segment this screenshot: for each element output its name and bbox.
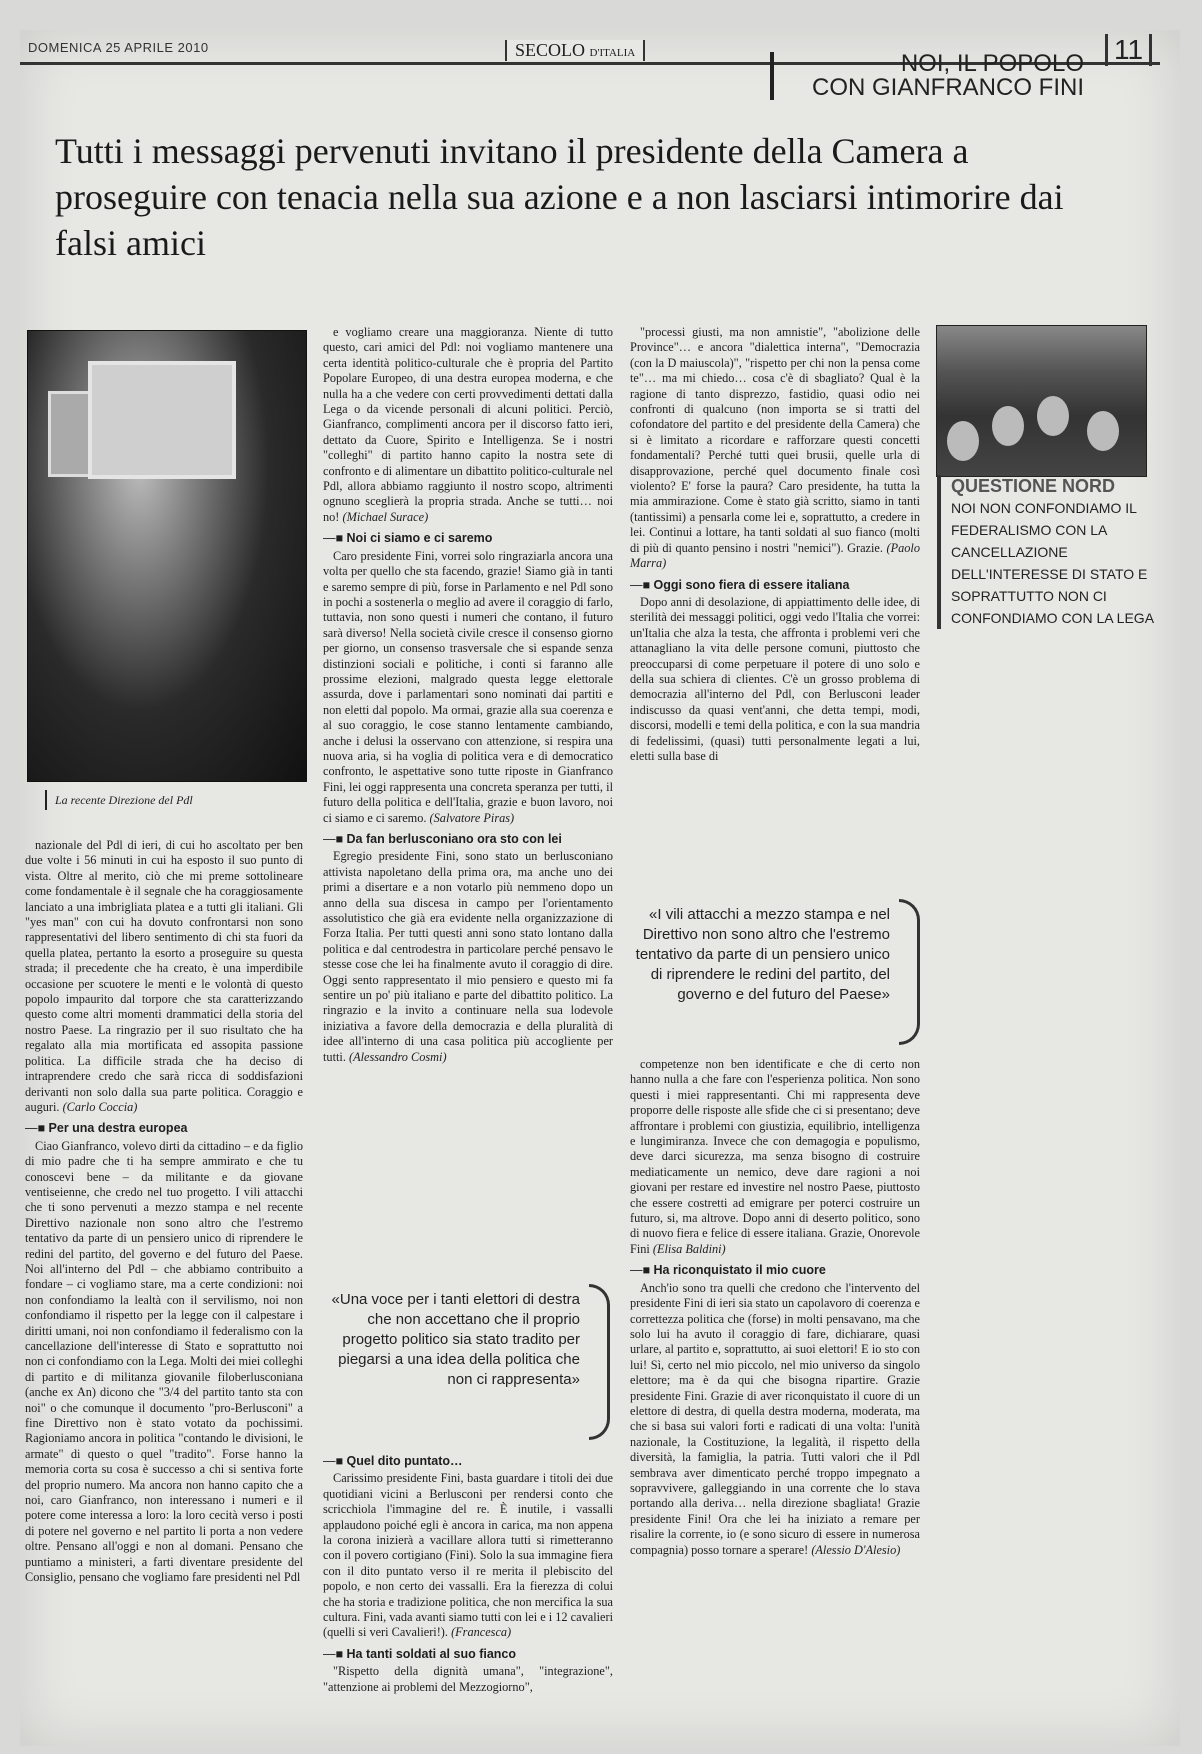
letter-text: "Rispetto della dignità umana", "integrazione", "attenzione ai problemi del Mezzogiorno", <box>323 1664 613 1694</box>
quote-bracket <box>589 1284 610 1440</box>
photo-figure <box>1037 396 1069 436</box>
letter-heading: —■ Quel dito puntato… <box>323 1454 613 1469</box>
letter-text: Dopo anni di desolazione, di appiattimento delle idee, di sterilità dei messaggi politici, oggi vedo l'Italia che vorrei: un'Italia che alza la testa, che affronta i problemi veri che attanagliano la vita delle persone comuni, piuttosto che preoccuparsi di come perpetuare il potere di uno solo e della sua schiera di clientes. C'è un grosso problema di democrazia all'interno del Pdl, con Berlusconi leader indiscusso da quasi vent'anni, che detta tempi, modi, discorsi, modelli e temi della politica, e con la sua mandria di fedelissimi, (quasi) tutti personalmente legati a lui, eletti sulla base di <box>630 594 920 763</box>
newspaper-name <box>505 40 645 61</box>
letter-heading: —■ Da fan berlusconiano ora sto con lei <box>323 832 613 847</box>
letter-signature: (Elisa Baldini) <box>652 1241 726 1256</box>
column-2-bottom <box>323 1448 613 1695</box>
letter-heading: —■ Ha riconquistato il mio cuore <box>630 1263 920 1278</box>
letter-signature: (Carlo Coccia) <box>62 1099 138 1114</box>
letter-text: e vogliamo creare una maggioranza. Niente di tutto questo, cari amici del Pdl: noi vogliamo mantenere una certa identità politico-culturale che è propria del Partito Popolare Europeo, di una destra europea moderna, e che nulla ha a che vedere con certi provvedimenti dettati dalla Lega o da vicende personali di alcuni politici. Perciò, Gianfranco, complimenti ancora per il discorso fatto ieri, dettato da Cuore, Spirito e Intelligenza. Se i nostri "colleghi" di partito hanno capito la nostra sete di confronto e di alimentare un dibattito politico-culturale nel Pdl, allora abbiamo raggiunto il nostro scopo, altrimenti ognuno sceglierà la propria strada. Anche se tutti… noi no! (Michael Surace) <box>323 325 613 524</box>
sidebar-kicker: QUESTIONE NORD <box>951 476 1116 496</box>
letter-text: Carissimo presidente Fini, basta guardare i titoli dei due quotidiani vicini a Berlusconi per rendersi conto che scricchiola l'immagine del re. È inutile, i vassalli applaudono poiché egli è ancora in carica, ma non appena la corona inizierà a vacillare allora tutti si rimetteranno con il povero cortigiano (Fini). Solo la sua immagine fiera con il dito puntato verso il re merita il plebiscito del popolo, e non certo dei vassalli. Era la fierezza di colui che ha storia e tradizione politica, che non mercifica la sua cultura. Fini, vada avanti siamo tutti con lei e i 12 cavalieri (quelli si veri Cavalieri!). (Francesca) <box>323 1471 613 1640</box>
letter-text: Anch'io sono tra quelli che credono che l'intervento del presidente Fini di ieri sia stato un capolavoro di coerenza e correttezza politica che (forse) in molti pensavano, ma che solo lui ha avuto il coraggio di fare, dichiarare, quasi urlare, al partito e, soprattutto, ai suoi elettori! E io sto con lui! Sì, certo nel mio piccolo, nel mio universo da singolo elettore; ma è da qui che bisogna ripartire. Grazie presidente Fini. Grazie di aver riconquistato il cuore di un elettore di destra, di quella destra moderna, moderata, ma che si basa sui valori forti e radicati di una volta: l'unità nazionale, la Costituzione, la legalità, il rispetto della diversità, la famiglia, la patria. Tutti valori che il Pdl sembrava aver dimenticato perché troppo impegnato a sopravvivere, galleggiando in una corrente che lo stava portando alla deriva… nella direzione sbagliata! Grazie presidente Fini! Ora che lei ha iniziato a remare per risalire la corrente, io (e sono sicuro di essere in numerosa compagnia) posso tornare a sperare! (Alessio D'Alesio) <box>630 1280 920 1557</box>
column-3-top <box>630 325 920 764</box>
letter-heading: —■ Ha tanti soldati al suo fianco <box>323 1647 613 1662</box>
crowd-photo <box>936 325 1147 477</box>
letter-signature: (Paolo Marra) <box>630 540 920 571</box>
letter-text: Caro presidente Fini, vorrei solo ringraziarla ancora una volta per quello che sta facendo, grazie! Siamo già in tanti e saremo sempre di più, forse in Parlamento e nel Pdl sono in pochi a sostenerla o meglio ad avere il coraggio di farlo, tuttavia, non sono questi i numeri che contano, il futuro sarà diverso! Nella società civile cresce il consenso giorno per giorno, un consenso trasversale che si espande senza distinzioni sociali e politiche, i conti si faranno alle prossime elezioni, malgrado questa legge elettorale assurda, dove i parlamentari sono nominati dai partiti e non eletti dal popolo. Ma ormai, grazie alla sua coerenza e al suo coraggio, le cose stanno lentamente cambiando, anche i delusi la osservano con attenzione, si respira una nuova aria, si ha voglia di politica vera e di democratico confronto, le aspettative sono tutte riposte in Gianfranco Fini, lei oggi rappresenta una concreta speranza per tutti, il futuro della politica e dell'Italia, grazie e buon lavoro, noi ci siamo e ci saremo. (Salvatore Piras) <box>323 548 613 825</box>
photo-figure <box>1087 411 1119 451</box>
letter-signature: (Alessandro Cosmi) <box>348 1049 447 1064</box>
letter-text: Ciao Gianfranco, volevo dirti da cittadino – e da figlio di mio padre che ti ha sempre ammirato e che tu conoscevi bene – da militante e da giovane ventiseienne, che credo nel tuo progetto. I vili attacchi che ti sono pervenuti a mezzo stampa e nel recente Direttivo nazionale non sono altro che l'estremo tentativo da parte di un pensiero unico di riprendere le redini del partito, del governo e del futuro del Paese. Noi all'interno del Pdl – che abbiamo contribuito a fondare – ci vogliamo stare, ma a certe condizioni: noi non confondiamo la lealtà con il servilismo, noi non confondiamo il rispetto per la legge con il calpestare i diritti umani, noi non confondiamo il federalismo con la cancellazione dell'interesse di Stato e soprattutto noi non ci confondiamo con la Lega. Molti dei miei colleghi di partito e di militanza giovanile filoberlusconiana (anche ex An) dicono che "3/4 del partito tanto sta con noi" o che comunque il documento "pro-Berlusconi" a fine Direttivo non è stato votato da pochissimi. Ragioniamo ancora in politica "contando le divisioni, le armate" di questo o quel "tradito". Forse hanno la memoria corta su cosa è successo a chi si sentiva forte del proprio numero. Ma ancora non hanno capito che a noi, caro Gianfranco, non interessano i numeri e il potere come interessa a loro: la loro cecità verso i posti di potere nel governo e nel partito li porta a non vedere oltre. Pensano all'oggi e non al domani. Pensano che puntiamo a ministeri, a farti diventare presidente del Consiglio, pensano che vogliamo fare presidenti nel Pdl <box>25 1138 303 1585</box>
pull-quote-2: «Una voce per i tanti elettori di destra che non accettano che il proprio progetto politico sia stato tradito per piegarsi a una idea della politica che non ci rappresenta» <box>330 1290 580 1390</box>
photo-main-screen <box>88 361 236 479</box>
sidebar-box <box>937 475 1161 629</box>
conference-photo <box>27 330 307 782</box>
letter-signature: (Francesca) <box>451 1625 512 1640</box>
letter-heading: —■ Oggi sono fiera di essere italiana <box>630 578 920 593</box>
letter-signature: (Salvatore Piras) <box>429 810 515 825</box>
section-title <box>770 52 1084 100</box>
letter-signature: (Alessio D'Alesio) <box>811 1542 901 1557</box>
photo-caption: La recente Direzione del Pdl <box>45 790 193 810</box>
column-3-bottom <box>630 1057 920 1558</box>
newspaper-name-main: SECOLO <box>515 40 586 60</box>
photo-figure <box>947 421 979 461</box>
letter-text: nazionale del Pdl di ieri, di cui ho ascoltato per ben due volte i 56 minuti in cui ha esposto il suo punto di vista. Oltre al merito, ciò che mi preme sottolineare come fondamentale è il segnale che ha coraggiosamente lanciato a una imbrigliata platea e a tutti gli italiani. Gli "yes man" con cui ha dovuto confrontarsi non sono rappresentativi del libero sentimento di chi sta fuori da quella platea, pertanto la esorto a proseguire su questa strada; il precedente che ha creato, è una imperdibile occasione per scuotere le menti e le volontà di questo popolo impaurito dal torpore che sta caratterizzando questo come altri momenti drammatici della storia del nostro Paese. La ringrazio per il suo risultato che ha regalato alla mia mortificata ed assopita passione politica. La difficile strada che ha deciso di intraprendere credo che sarà ricca di soddisfazioni derivanti non solo dalla sua parte politica. Coraggio e auguri. (Carlo Coccia) <box>25 838 303 1114</box>
photo-figure <box>992 406 1024 446</box>
column-2-top <box>323 325 613 1065</box>
sidebar-text: NOI NON CONFONDIAMO IL FEDERALISMO CON LA CANCELLAZIONE DELL'INTERESSE DI STATO E SOPRATTUTTO NON CI CONFONDIAMO CON LA LEGA <box>951 500 1155 626</box>
letter-heading: —■ Per una destra europea <box>25 1121 303 1136</box>
quote-bracket <box>899 899 920 1045</box>
column-1 <box>25 838 303 1586</box>
headline: Tutti i messaggi pervenuti invitano il presidente della Camera a proseguire con tenacia nella sua azione e a non lasciarsi intimorire dai falsi amici <box>55 131 1064 263</box>
letter-text: Egregio presidente Fini, sono stato un berlusconiano attivista napoletano della prima ora, ma anche uno dei primi a disertare e a non votarlo più nemmeno dopo un anno della sua discesa in campo per l'orientamento assolutistico che già era evidente nella organizzazione di Forza Italia. Per tutti questi anni sono stato lontano dalla politica e dal centrodestra in particolare perché pensavo le stesse cose che lei ha finalmente avuto il coraggio di dire. Oggi sento rappresentato il mio pensiero e questo mi fa sentire un po' più italiano e parte del dibattito politico. La ringrazio e la invito a continuare nella sua lodevole iniziativa a favore della democrazia e della pluralità di idee all'interno di una casa politica più accogliente per tutti. (Alessandro Cosmi) <box>323 849 613 1064</box>
letter-text: competenze non ben identificate e che di certo non hanno nulla a che fare con l'esperienza politica. Non sono questi i miei rappresentanti. Chi mi rappresenta deve proporre delle risposte alle sfide che ci si presentano; deve affrontare i problemi con giustizia, equilibrio, intelligenza e lungimiranza. Invece che con demagogia e populismo, deve darci sicurezza, ma senza bisogno di costruire mediaticamente un nemico, deve dare ragioni a noi giovani per restare ed investire nel nostro Paese, piuttosto che essere costretti ad emigrare per poterci costruire un futuro, si, ma altrove. Dopo anni di deserto politico, sono di nuovo fiera e felice di essere italiana. Grazie, Onorevole Fini (Elisa Baldini) <box>630 1057 920 1256</box>
letter-text: "processi giusti, ma non amnistie", "abolizione delle Province"… e ancora "dialettica interna", "Democrazia (con la D maiuscola)", "rispetto per chi non la pensa come te"… ma mi chiedo… cosa c'è di sbagliato? Qual è la ragione di tanto disprezzo, fastidio, quasi odio nei confronti di qualcuno (non importa se si tratti del cofondatore del partito e del presidente della Camera) che si è limitato a ricordare e rafforzare questi concetti fondamentali? Perché tutti quei brusii, quelle urla di disapprovazione, perché quel documento finale così violento? E' forse la paura? Caro presidente, ha tutta la mia ammirazione. Come è stato già scritto, siamo in tanti (tantissimi) a pensarla come lei e, soprattutto, a credere in lei. Continui a lottare, ha tanti soldati al suo fianco (molti di più di quanto pensino i nostri "nemici"). Grazie. (Paolo Marra) <box>630 325 920 571</box>
newspaper-name-suffix: D'ITALIA <box>589 47 636 59</box>
letter-heading: —■ Noi ci siamo e ci saremo <box>323 531 613 546</box>
letter-signature: (Michael Surace) <box>342 509 429 524</box>
page-number: 11 <box>1105 34 1152 66</box>
issue-date: DOMENICA 25 APRILE 2010 <box>28 40 209 55</box>
pull-quote-1: «I vili attacchi a mezzo stampa e nel Direttivo non sono altro che l'estremo tentativo da parte di un pensiero unico di riprendere le redini del partito, del governo e del futuro del Paese» <box>635 905 890 1005</box>
section-title-line1: NOI, IL POPOLO <box>900 50 1084 77</box>
section-title-line2: CON GIANFRANCO FINI <box>811 74 1084 101</box>
